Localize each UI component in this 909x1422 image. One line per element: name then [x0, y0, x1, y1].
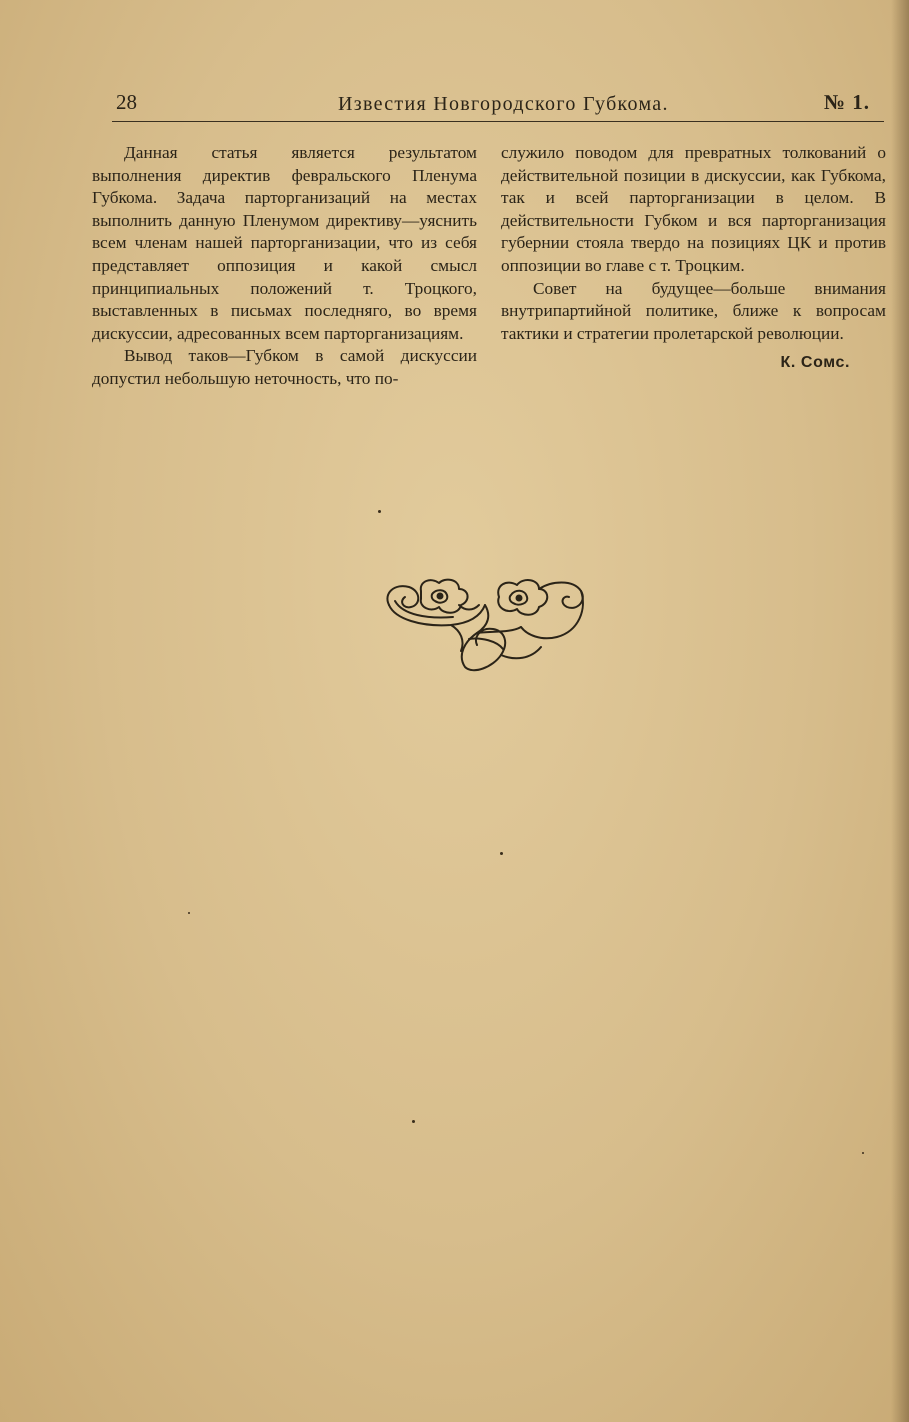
scan-speck — [500, 852, 503, 855]
author-signature: К. Сомс. — [780, 354, 850, 372]
scan-speck — [412, 1120, 415, 1123]
page-header — [112, 88, 884, 122]
scan-speck — [378, 510, 381, 513]
article-paragraph: Совет на будущее—больше внимания внутрипартийной политике, ближе к вопросам тактики и стратегии пролетарской революции. — [501, 278, 886, 343]
article-column-left — [92, 142, 477, 391]
article-paragraph: служило поводом для превратных толкований о действительной позиции в дискуссии, как Губкома, так и всей парторганизации в целом. В действительности Губком и вся парторганизация губернии стояла твердо на позициях ЦК и против оппозиции во главе с т. Троцким. — [501, 143, 886, 275]
page-number: 28 — [116, 90, 137, 114]
article-column-right — [501, 142, 886, 375]
page-edge-shadow — [891, 0, 909, 1422]
journal-title: Известия Новгородского Губкома. — [338, 93, 669, 115]
scan-speck — [188, 912, 190, 914]
issue-number: № 1. — [823, 90, 870, 114]
header-rule — [112, 121, 884, 122]
article-paragraph: Данная статья является результатом выполнения директив февральского Пленума Губкома. Задача парторганизаций на местах выполнить данную Пленумом директиву—уяснить всем членам нашей парторганизации, что из себя представляет оппозиция и какой смысл принципиальных положений т. Троцкого, выставленных в письмах последняго, во время дискуссии, адресованных всем парторганизациям. — [92, 143, 477, 343]
article-paragraph: Вывод таков—Губком в самой дискуссии допустил небольшую неточность, что по- — [92, 346, 477, 388]
floral-ornament-icon — [381, 575, 589, 675]
scan-speck — [862, 1152, 864, 1154]
